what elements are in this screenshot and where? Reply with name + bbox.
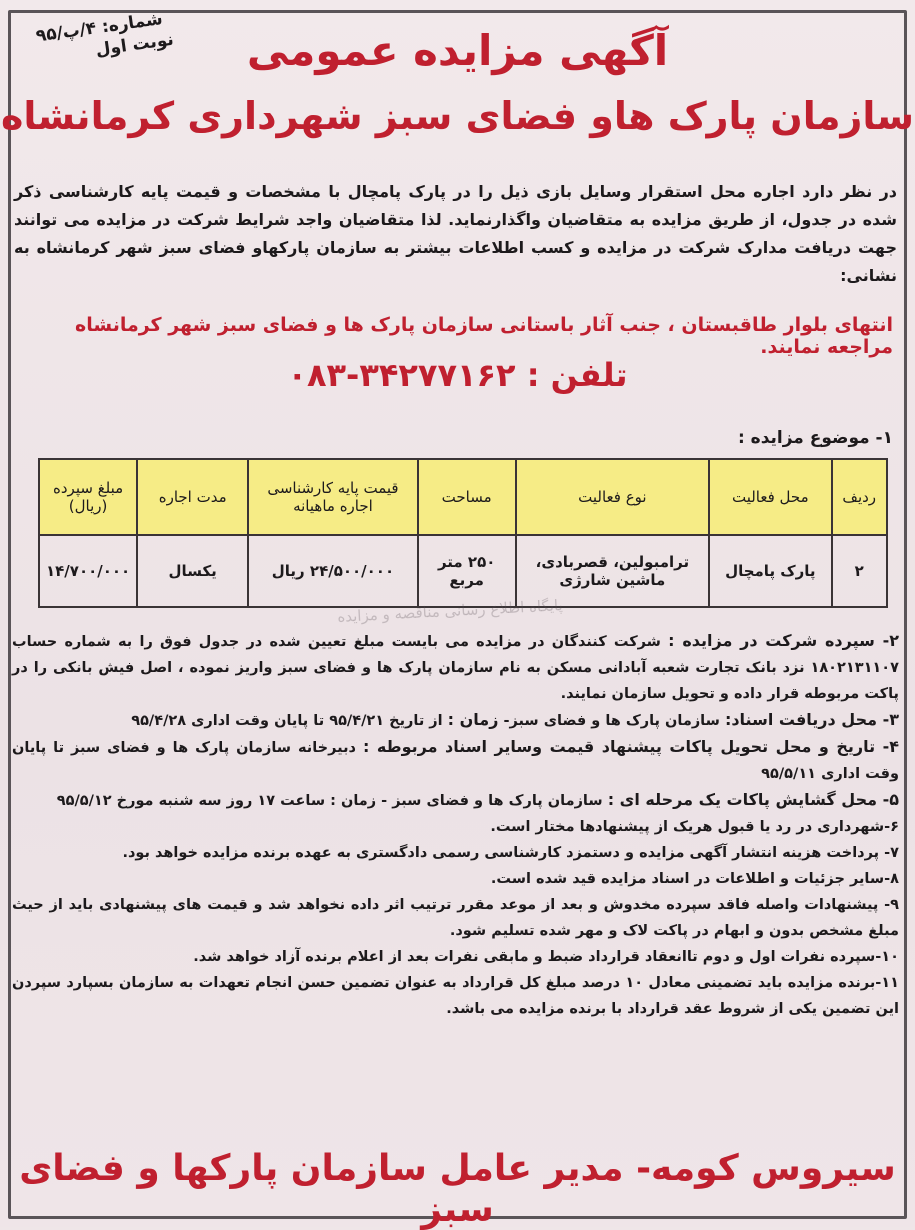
term-4-lead: ۴- تاریخ و محل تحویل پاکات پیشنهاد قیمت وسایر اسناد مربوطه : [362, 737, 899, 756]
intro-paragraph: در نظر دارد اجاره محل استقرار وسایل بازی ذیل را در پارک پامچال با مشخصات و قیمت پایه کارشناسی ذکر شده در جدول، از طریق مزایده به متقاضیان واگذارنماید. لذا متقاضیان واجد شرایط شرکت در مزایده می توانند جهت دریافت مدارک شرکت در مزایده و کسب اطلاعات بیشتر به سازمان پارکهاو فضای سبز شهر کرمانشاه به نشانی: [14, 182, 897, 285]
cell-row-number: ۲ [832, 535, 888, 607]
term-9: ۹- پیشنهادات واصله فاقد سپرده مخدوش و بعد از موعد مقرر ترتیب اثر داده نخواهد شد و قیمت های پیشنهادی باید از حیث مبلغ مشخص بدون و ابهام در پاکت لاک و مهر شده تسلیم شود. [12, 897, 899, 939]
organization-title: سازمان پارک هاو فضای سبز شهرداری کرمانشاه [0, 94, 915, 138]
col-header-activity-type: نوع فعالیت [516, 459, 710, 535]
term-2-body: شرکت کنندگان در مزایده می بایست مبلغ تعیین شده در جدول فوق را به شماره حساب ۱۸۰۲۱۳۱۱۰۷ نزد بانک تجارت شعبه آبادانی مسکن به نام سازمان پارک ها و فضای سبز واریز نموده ، اصل فیش بانکی را در پاکت مربوطه قرار داده و تحویل سازمان نمایند. [12, 634, 899, 702]
term-3-lead2: زمان : [447, 710, 499, 729]
term-4 [12, 734, 899, 787]
term-6: ۶-شهرداری در رد یا قبول هریک از پیشنهادها مختار است. [490, 819, 899, 835]
col-header-location: محل فعالیت [709, 459, 831, 535]
table-header-row [39, 459, 887, 535]
notice-turn: نوبت اول [94, 29, 175, 61]
auction-table [38, 458, 888, 608]
col-header-base-price: قیمت پایه کارشناسی اجاره ماهیانه [248, 459, 418, 535]
term-5-lead: ۵- محل گشایش پاکات یک مرحله ای : [607, 790, 899, 809]
cell-activity-type: ترامبولین، قصربادی، ماشین شارژی [516, 535, 710, 607]
term-2 [12, 628, 899, 707]
term-4-body: دبیرخانه سازمان پارک ها و فضای سبز تا پایان وقت اداری ۹۵/۵/۱۱ [12, 740, 899, 782]
term-10: ۱۰-سپرده نفرات اول و دوم تاانعقاد قرارداد ضبط و مابقی نفرات بعد از اعلام برنده آزاد خواهد شد. [193, 949, 899, 965]
terms-list [12, 628, 899, 1022]
term-2-lead: ۲- سپرده شرکت در مزایده : [668, 631, 900, 650]
term-3-lead: ۳- محل دریافت اسناد: [724, 710, 899, 729]
col-header-area: مساحت [418, 459, 516, 535]
term-8: ۸-سایر جزئیات و اطلاعات در اسناد مزایده قید شده است. [490, 871, 899, 887]
term-5 [12, 787, 899, 814]
page-title: آگهی مزایده عمومی [246, 26, 669, 75]
col-header-duration: مدت اجاره [137, 459, 248, 535]
term-3-body2: از تاریخ ۹۵/۴/۲۱ تا پایان وقت اداری ۹۵/۴/۲۸ [131, 713, 448, 729]
cell-area: ۲۵۰ متر مربع [418, 535, 516, 607]
term-3 [12, 707, 899, 734]
signature: سیروس کومه- مدیر عامل سازمان پارکها و فضای سبز [19, 1148, 896, 1230]
table-row [39, 535, 887, 607]
term-3-body: سازمان پارک ها و فضای سبز- [498, 713, 725, 729]
term-7: ۷- پرداخت هزینه انتشار آگهی مزایده و دستمزد کارشناسی رسمی دادگستری به عهده برنده مزایده خواهد بود. [122, 845, 899, 861]
section-title-subject: ۱- موضوع مزایده : [737, 428, 893, 448]
col-header-deposit: مبلغ سپرده (ریال) [39, 459, 137, 535]
term-11: ۱۱-برنده مزایده باید تضمینی معادل ۱۰ درصد مبلغ کل قرارداد به عنوان تضمین حسن انجام تعهدات به سازمان بسپارد سپردن این تضمین یکی از شروط عقد قرارداد با برنده مزایده می باشد. [12, 975, 899, 1017]
watermark: پایگاه اطلاع رسانی مناقصه و مزایده [336, 596, 564, 626]
notice-number: شماره: ۴/پ/۹۵ [34, 8, 164, 47]
cell-duration: یکسال [137, 535, 248, 607]
cell-deposit: ۱۴/۷۰۰/۰۰۰ [39, 535, 137, 607]
address: انتهای بلوار طاقبستان ، جنب آثار باستانی سازمان پارک ها و فضای سبز شهر کرمانشاه مراجعه نمایند. [75, 314, 893, 358]
phone-number: تلفن : ۳۴۲۷۷۱۶۲-۰۸۳ [287, 356, 628, 394]
cell-location: پارک پامچال [709, 535, 831, 607]
term-5-body: سازمان پارک ها و فضای سبز - زمان : ساعت ۱۷ روز سه شنبه مورخ ۹۵/۵/۱۲ [56, 793, 608, 809]
cell-base-price: ۲۴/۵۰۰/۰۰۰ ریال [248, 535, 418, 607]
col-header-row-number: ردیف [832, 459, 888, 535]
